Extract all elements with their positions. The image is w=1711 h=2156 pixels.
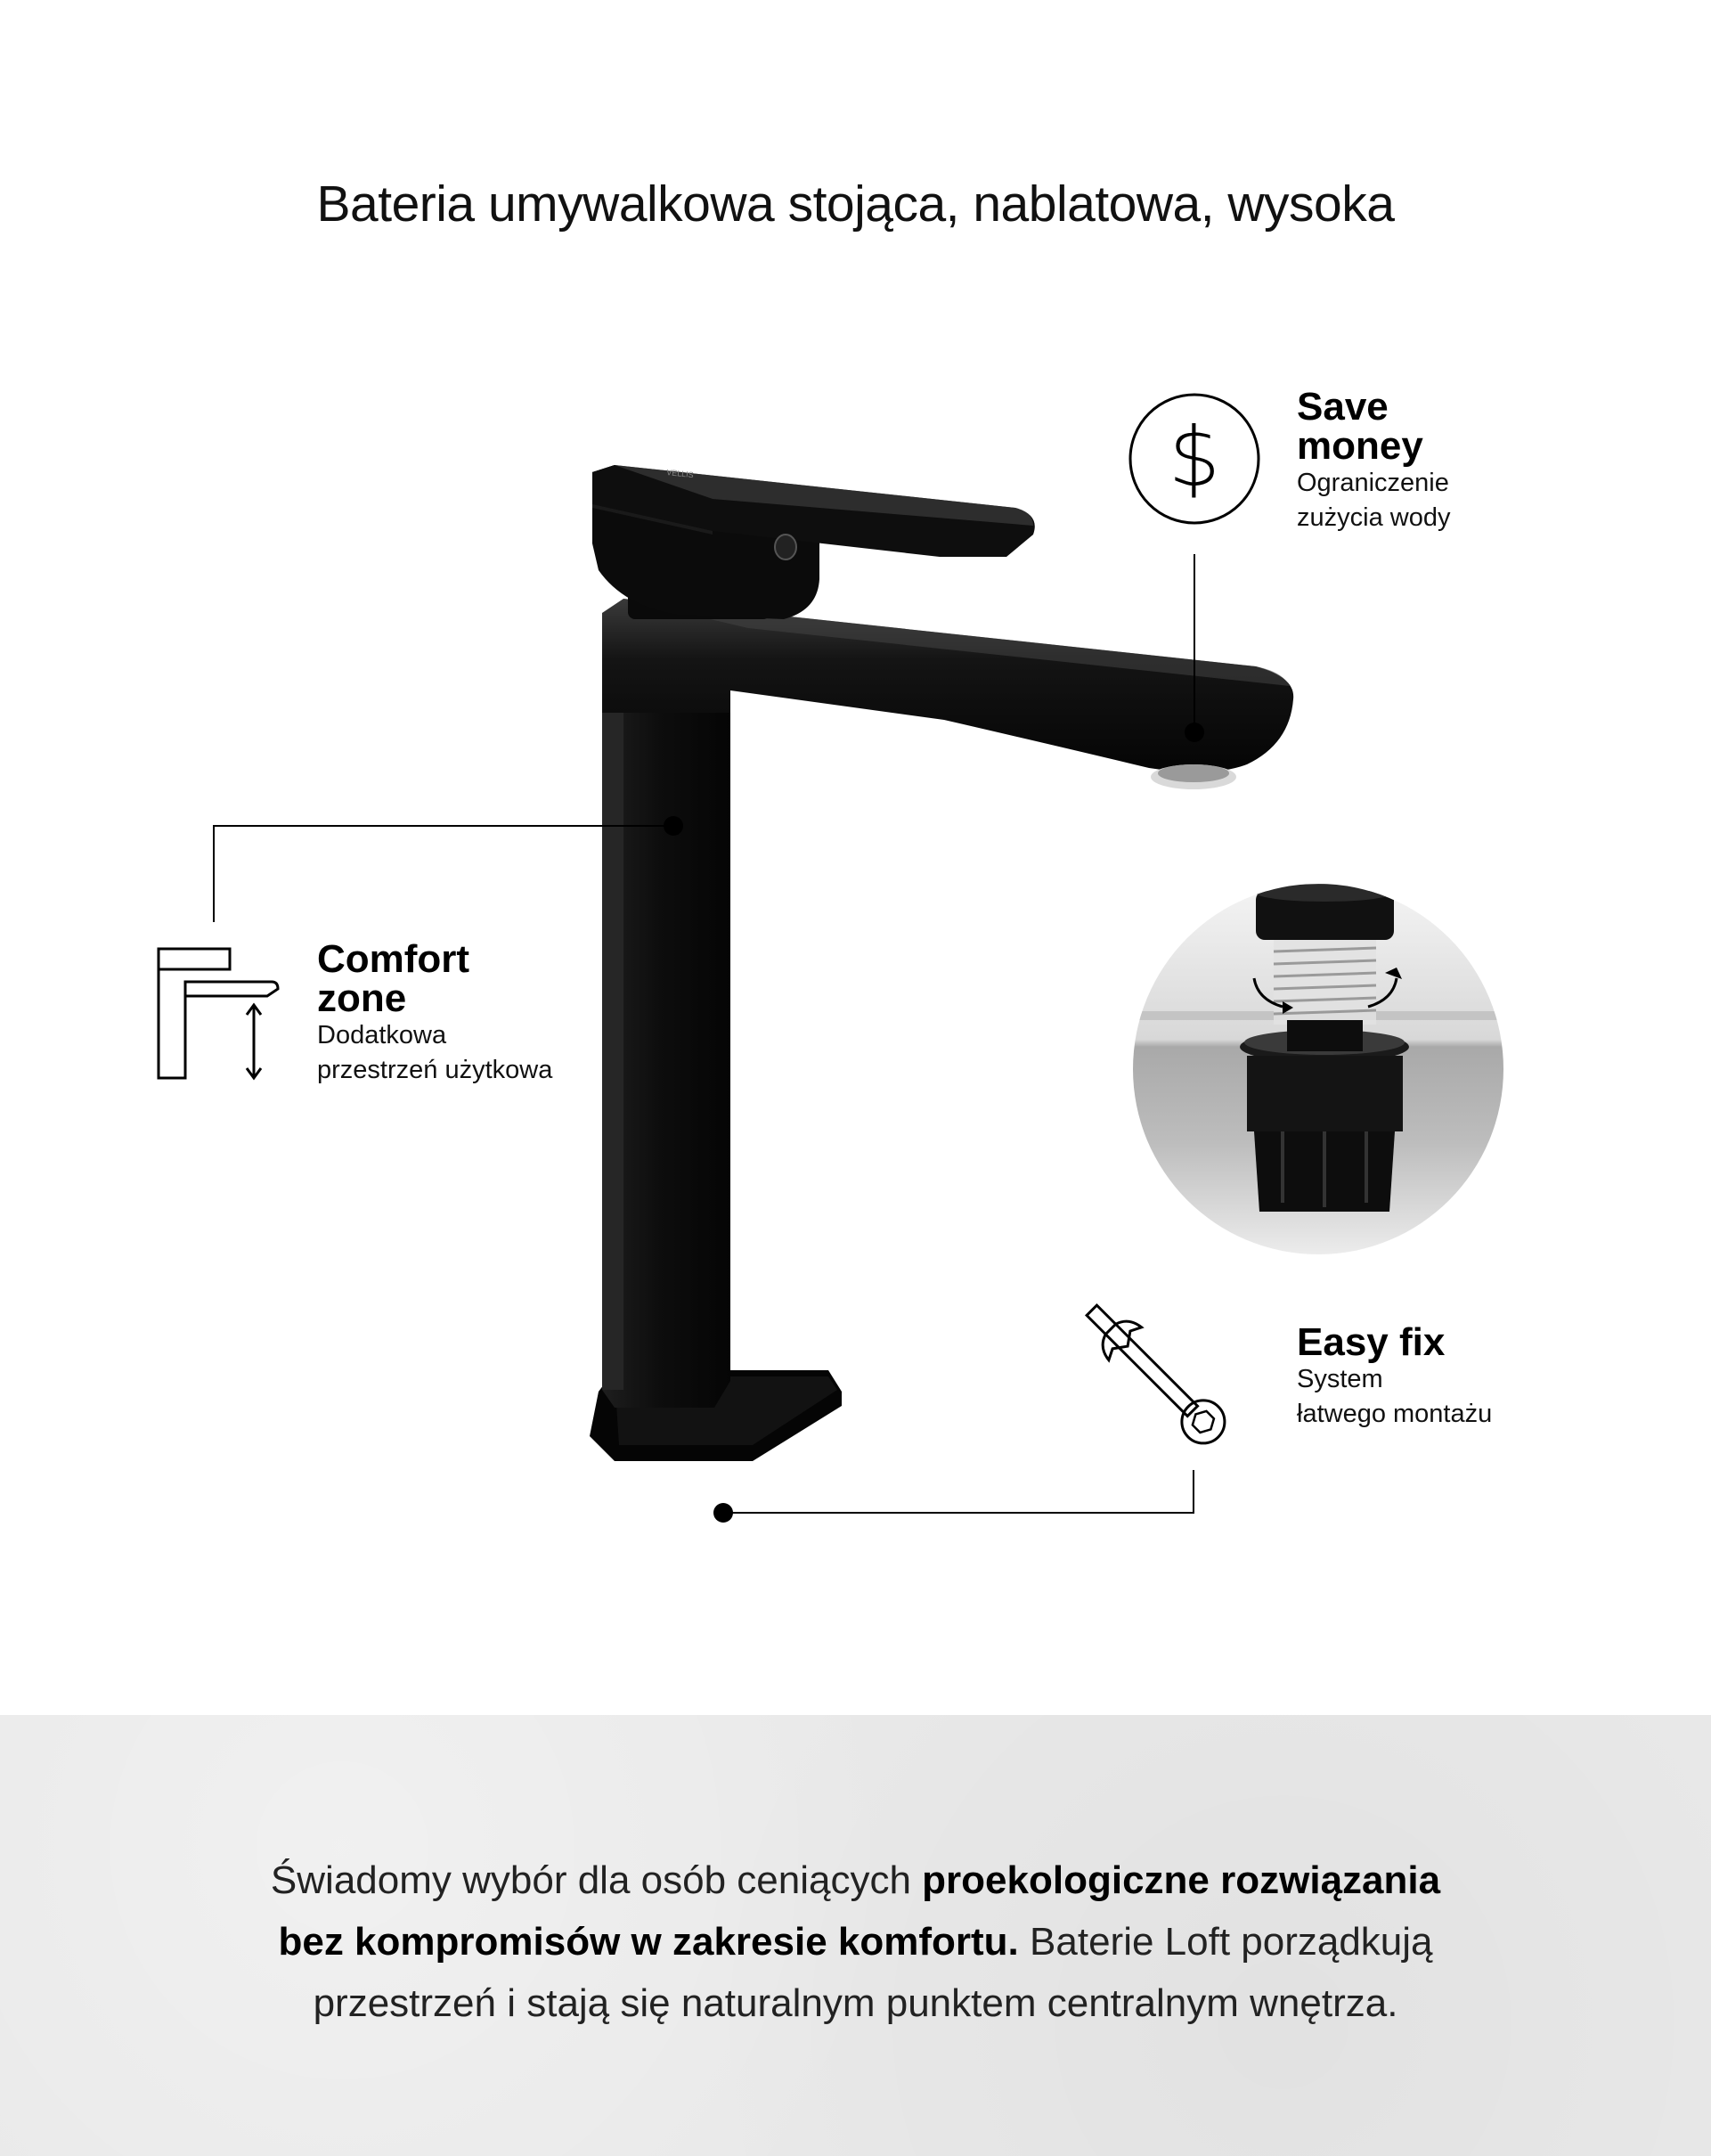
footer-line2-regular: Baterie Loft porządkują xyxy=(1018,1920,1433,1964)
footer-line1-bold: proekologiczne rozwiązania xyxy=(922,1858,1441,1902)
comfort-zone-title-line2: zone xyxy=(317,976,407,1020)
easy-fix-detail-image xyxy=(1133,884,1507,1254)
page-title: Bateria umywalkowa stojąca, nablatowa, wysoka xyxy=(316,176,1395,233)
wrench-icon xyxy=(1075,1294,1234,1453)
faucet-height-icon xyxy=(159,949,278,1078)
easy-fix-title: Easy fix xyxy=(1297,1320,1446,1364)
brand-mark: VELLIS xyxy=(665,468,695,480)
comfort-zone-desc-line1: Dodatkowa xyxy=(317,1021,447,1049)
footer-line-2 xyxy=(134,1911,1577,1972)
callout-dot-spout xyxy=(1185,723,1204,742)
footer-line1-regular: Świadomy wybór dla osób ceniących xyxy=(270,1858,923,1902)
easy-fix-feature xyxy=(1297,1320,1493,1432)
svg-text:$: $ xyxy=(1168,410,1221,505)
footer-line2-bold: bez kompromisów w zakresie komfortu. xyxy=(278,1920,1019,1964)
callout-dot-body xyxy=(664,816,683,836)
footer-line3-regular: przestrzeń i stają się naturalnym punktem centralnym wnętrza. xyxy=(313,1981,1398,2025)
footer-line-3 xyxy=(134,1972,1577,2034)
easy-fix-desc-line2: łatwego montażu xyxy=(1297,1400,1493,1428)
save-money-title-line1: Save xyxy=(1297,385,1389,429)
comfort-zone-desc-line2: przestrzeń użytkowa xyxy=(317,1056,553,1084)
dollar-circle-icon xyxy=(1130,395,1259,523)
footer-line-1 xyxy=(134,1850,1577,1911)
save-money-feature xyxy=(1297,385,1451,535)
comfort-zone-title-line1: Comfort xyxy=(317,937,470,981)
comfort-zone-feature xyxy=(317,937,553,1088)
save-money-title-line2: money xyxy=(1297,424,1423,468)
save-money-desc-line1: Ograniczenie xyxy=(1297,469,1449,497)
save-money-desc-line2: zużycia wody xyxy=(1297,503,1451,532)
callout-dot-base xyxy=(713,1503,733,1523)
footer-text xyxy=(134,1850,1577,2034)
easy-fix-desc-line1: System xyxy=(1297,1365,1383,1393)
